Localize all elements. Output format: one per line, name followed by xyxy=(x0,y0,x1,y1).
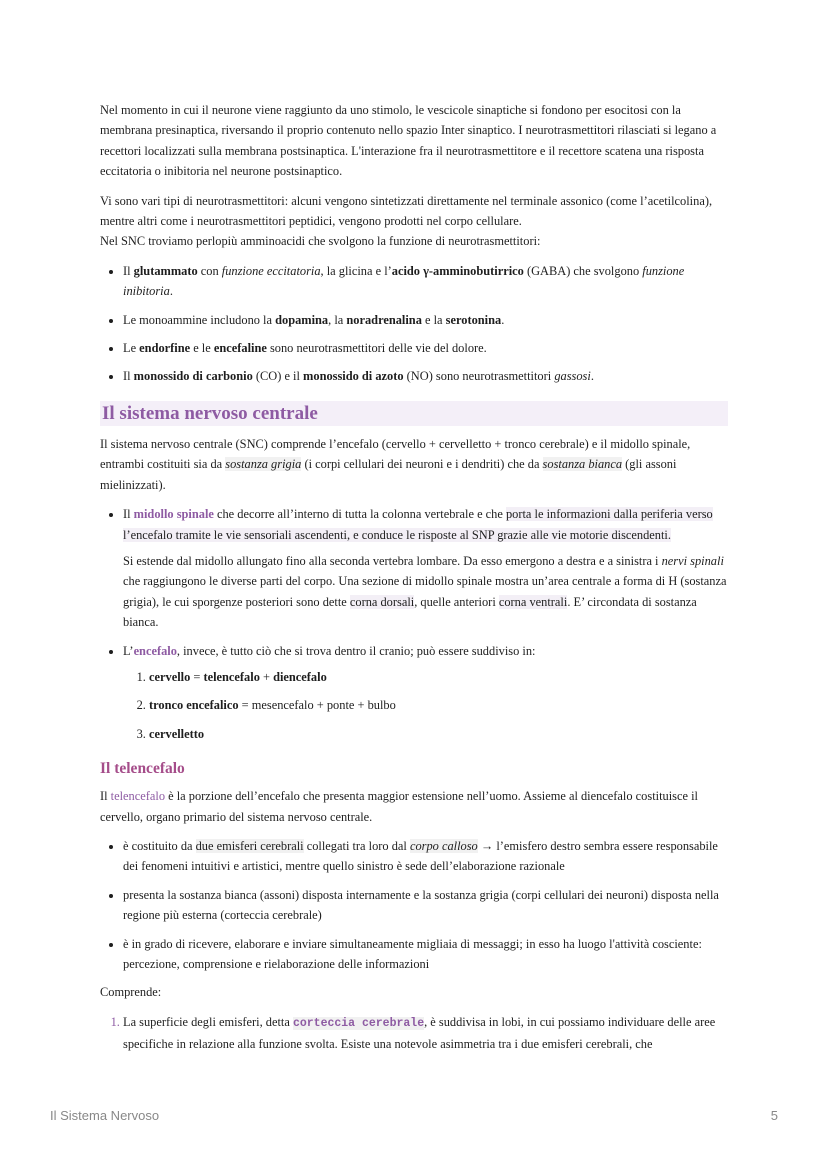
footer-title: Il Sistema Nervoso xyxy=(50,1108,160,1123)
paragraph-neurotransmitter-types xyxy=(100,191,728,252)
paragraph-telencephalon: Il telencefalo è la porzione dell’encefalo che presenta maggior estensione nell’uomo. Assieme al diencefalo costituisce il cervello, organo primario del sistema nervoso centrale. xyxy=(100,789,698,824)
page-footer xyxy=(50,1108,778,1123)
list-item-encephalon: • L’encefalo, invece, è tutto ciò che si trova dentro il cranio; può essere suddiviso in: 1. cervello = telencefalo + diencefalo 2. tronco encefalico = mesencefalo + ponte + bulbo 3. cervelletto xyxy=(123,641,728,745)
page-content xyxy=(100,100,728,1063)
text-synthesis: Vi sono vari tipi di neurotrasmettitori: alcuni vengono sintetizzati direttamente nel terminale assonico (come l’acetilcolina), mentre altri come i neurotrasmettitori peptidici, vengono prodotti nel corpo cellulare. xyxy=(100,193,713,229)
list-item-gases: • Il monossido di carbonio (CO) e il monossido di azoto (NO) sono neurotrasmettitori gassosi. xyxy=(123,366,728,386)
encephalon-parts-list xyxy=(123,667,728,744)
list-item-monoamines: • Le monoammine includono la dopamina, la noradrenalina e la serotonina. xyxy=(123,310,728,330)
heading-telencephalon: Il telencefalo xyxy=(100,760,185,778)
paragraph-snc: Il sistema nervoso centrale (SNC) comprende l’encefalo (cervello + cervelletto + tronco cerebrale) e il midollo spinale, entrambi costituiti sia da sostanza grigia (i corpi cellulari dei neuroni e i dendriti) che da sostanza bianca (gli assoni mielinizzati). xyxy=(100,436,691,492)
neurotransmitter-list xyxy=(100,261,728,387)
spinal-cord-detail: Si estende dal midollo allungato fino alla seconda vertebra lombare. Da esso emergono a destra e a sinistra i nervi spinali che raggiungono le diverse parti del corpo. Una sezione di midollo spinale mostra un’area centrale a forma di H (sostanza grigia), le cui sporgenze posteriori sono dette corna dorsali, quelle anteriori corna ventrali. E’ circondata di sostanza bianca. xyxy=(123,553,727,630)
list-item-cervello: 1. cervello = telencefalo + diencefalo xyxy=(149,667,728,687)
list-item-hemispheres: • è costituito da due emisferi cerebrali collegati tra loro dal corpo calloso → l’emisfero destro sembra essere responsabile dei fenomeni intuitivi e artistici, mentre quello sinistro è sede dell’elaborazione razionale xyxy=(123,836,728,877)
telencephalon-list xyxy=(100,836,728,974)
list-item-tronco: 2. tronco encefalico = mesencefalo + ponte + bulbo xyxy=(149,695,728,715)
text-snc-aminoacids: Nel SNC troviamo perlopiù amminoacidi che svolgono la funzione di neurotrasmettitori: xyxy=(100,234,541,249)
list-item-cervelletto: 3. cervelletto xyxy=(149,724,728,744)
list-item-glutamate: • Il glutammato con funzione eccitatoria, la glicina e l’acido γ-amminobutirrico (GABA) che svolgono funzione inibitoria. xyxy=(123,261,728,302)
paragraph-synapse: Nel momento in cui il neurone viene raggiunto da uno stimolo, le vescicole sinaptiche si fondono per esocitosi con la membrana presinaptica, riversando il proprio contenuto nello spazio Inter sinaptico. I neurotrasmettitori rilasciati si legano a recettori localizzati sulla membrana postsinaptica. L'interazione fra il neurotrasmettitore e il recettore scatena una risposta eccitatoria o inibitoria nel neurone postsinaptico. xyxy=(100,103,717,179)
snc-list xyxy=(100,504,728,744)
text-comprende: Comprende: xyxy=(100,985,162,1000)
list-item-matter: • presenta la sostanza bianca (assoni) disposta internamente e la sostanza grigia (corpi cellulari dei neuroni) disposta nella regione più esterna (corteccia cerebrale) xyxy=(123,885,728,926)
list-item-messages: • è in grado di ricevere, elaborare e inviare simultaneamente migliaia di messaggi; in esso ha luogo l'attività cosciente: percezione, comprensione e rielaborazione delle informazioni xyxy=(123,934,728,975)
comprende-list xyxy=(100,1012,728,1055)
heading-central-nervous-system: Il sistema nervoso centrale xyxy=(100,401,728,426)
page-number: 5 xyxy=(770,1108,778,1123)
list-item-spinal-cord: • Il midollo spinale che decorre all’interno di tutta la colonna vertebrale e che porta le informazioni dalla periferia verso l’encefalo tramite le vie sensoriali ascendenti, e conduce le risposte al SNP grazie alle vie motorie discendenti. Si estende dal midollo allungato fino alla seconda vertebra lombare. Da esso emergono a destra e a sinistra i nervi spinali che raggiungono le diverse parti del corpo. Una sezione di midollo spinale mostra un’area centrale a forma di H (sostanza grigia), le cui sporgenze posteriori sono dette corna dorsali, quelle anteriori corna ventrali. E’ circondata di sostanza bianca. xyxy=(123,504,728,632)
list-item-endorphins: • Le endorfine e le encefaline sono neurotrasmettitori delle vie del dolore. xyxy=(123,338,728,358)
list-item-cortex: 1. La superficie degli emisferi, detta corteccia cerebrale, è suddivisa in lobi, in cui possiamo individuare delle aree specifiche in relazione alla funzione svolta. Esiste una notevole asimmetria tra i due emisferi cerebrali, che xyxy=(123,1012,728,1055)
